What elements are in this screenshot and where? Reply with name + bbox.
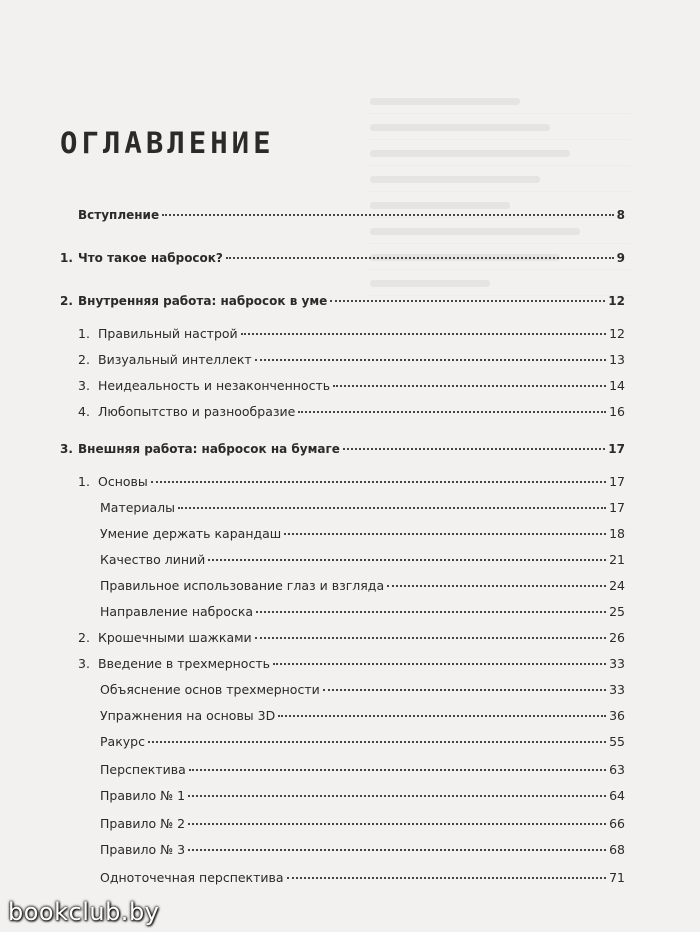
toc-entry [100, 526, 625, 541]
toc-leader-dots [298, 411, 606, 413]
toc-entry-title: Вступление [78, 208, 160, 222]
toc-leader-dots [226, 257, 614, 259]
toc-entry [100, 552, 625, 567]
toc-entry-page: 14 [609, 378, 625, 393]
toc-leader-dots [208, 559, 606, 561]
toc-entry-page: 17 [609, 500, 625, 515]
page-title: ОГЛАВЛЕНИЕ [60, 126, 275, 160]
toc-leader-dots [273, 663, 606, 665]
toc-entry [100, 762, 625, 777]
toc-entry [100, 708, 625, 723]
toc-entry [60, 442, 625, 456]
toc-entry-page: 25 [609, 604, 625, 619]
toc-leader-dots [387, 585, 606, 587]
toc-entry [78, 630, 625, 645]
toc-entry-page: 36 [609, 708, 625, 723]
toc-entry-title: Умение держать карандаш [100, 526, 282, 541]
toc-entry [78, 404, 625, 419]
toc-leader-dots [241, 333, 606, 335]
toc-entry [78, 208, 625, 222]
toc-entry-number: 3. [60, 442, 73, 456]
toc-entry-number: 1. [78, 326, 90, 341]
toc-entry-number: 3. [78, 378, 90, 393]
toc-entry-page: 33 [609, 656, 625, 671]
toc-entry-title: Качество линий [100, 552, 206, 567]
toc-entry-page: 64 [609, 788, 625, 803]
toc-leader-dots [323, 689, 606, 691]
toc-entry-title: Направление наброска [100, 604, 254, 619]
toc-entry-title: Основы [98, 474, 148, 489]
toc-entry-title: Правило № 1 [100, 788, 186, 803]
toc-leader-dots [188, 849, 606, 851]
toc-leader-dots [343, 448, 605, 450]
toc-entry-page: 8 [616, 208, 625, 222]
toc-entry-page: 63 [609, 762, 625, 777]
toc-leader-dots [151, 481, 606, 483]
toc-entry-page: 17 [609, 474, 625, 489]
toc-entry-title: Визуальный интеллект [98, 352, 252, 367]
toc-entry-page: 17 [608, 442, 625, 456]
toc-entry-number: 4. [78, 404, 90, 419]
toc-leader-dots [189, 769, 606, 771]
toc-entry-title: Крошечными шажками [98, 630, 252, 645]
toc-leader-dots [178, 507, 606, 509]
toc-entry [100, 816, 625, 831]
toc-entry-number: 2. [60, 294, 73, 308]
toc-leader-dots [333, 385, 606, 387]
toc-entry-title: Неидеальность и незаконченность [98, 378, 331, 393]
toc-entry-page: 12 [609, 326, 625, 341]
toc-entry-title: Внешняя работа: набросок на бумаге [78, 442, 340, 456]
toc-leader-dots [188, 795, 606, 797]
toc-entry-page: 16 [609, 404, 625, 419]
toc-leader-dots [255, 359, 606, 361]
toc-entry-page: 24 [609, 578, 625, 593]
toc-leader-dots [148, 741, 606, 743]
toc-entry-title: Внутренняя работа: набросок в уме [78, 294, 328, 308]
toc-entry-page: 55 [609, 734, 625, 749]
toc-entry-title: Материалы [100, 500, 175, 515]
toc-leader-dots [188, 823, 606, 825]
toc-entry [78, 352, 625, 367]
toc-leader-dots [284, 533, 606, 535]
toc-leader-dots [287, 877, 607, 879]
toc-entry [60, 251, 625, 265]
toc-entry-number: 3. [78, 656, 90, 671]
toc-entry-page: 12 [608, 294, 625, 308]
toc-entry-number: 2. [78, 630, 90, 645]
toc-entry [78, 378, 625, 393]
toc-entry [100, 788, 625, 803]
toc-entry-title: Упражнения на основы 3D [100, 708, 276, 723]
toc-leader-dots [162, 214, 614, 216]
toc-entry-page: 71 [609, 870, 625, 885]
toc-entry-number: 1. [78, 474, 90, 489]
toc-entry-title: Правильный настрой [98, 326, 238, 341]
toc-entry [100, 734, 625, 749]
toc-entry [100, 604, 625, 619]
toc-entry-number: 2. [78, 352, 90, 367]
watermark: bookclub.by [8, 898, 160, 926]
toc-leader-dots [330, 300, 605, 302]
toc-entry-title: Ракурс [100, 734, 145, 749]
toc-entry-title: Любопытство и разнообразие [98, 404, 296, 419]
toc-leader-dots [256, 611, 606, 613]
toc-entry-page: 21 [609, 552, 625, 567]
toc-entry-page: 9 [616, 251, 625, 265]
toc-entry [78, 656, 625, 671]
toc-entry-title: Что такое набросок? [78, 251, 223, 265]
toc-entry [100, 842, 625, 857]
toc-entry-page: 18 [609, 526, 625, 541]
toc-entry-title: Правило № 2 [100, 816, 186, 831]
toc-entry-title: Правильное использование глаз и взгляда [100, 578, 385, 593]
toc-entry-page: 13 [609, 352, 625, 367]
toc-entry-title: Перспектива [100, 762, 186, 777]
toc-entry [100, 682, 625, 697]
toc-entry-page: 33 [609, 682, 625, 697]
toc-entry [100, 500, 625, 515]
toc-entry-page: 26 [609, 630, 625, 645]
toc-entry-title: Одноточечная перспектива [100, 870, 284, 885]
toc-entry-page: 68 [609, 842, 625, 857]
toc-entry-title: Правило № 3 [100, 842, 186, 857]
toc-entry [78, 474, 625, 489]
toc-entry-number: 1. [60, 251, 73, 265]
toc-entry [100, 870, 625, 885]
toc-entry [100, 578, 625, 593]
toc-entry [78, 326, 625, 341]
toc-entry-title: Введение в трехмерность [98, 656, 270, 671]
toc-entry-page: 66 [609, 816, 625, 831]
toc-leader-dots [278, 715, 606, 717]
toc-entry [60, 294, 625, 308]
toc-entry-title: Объяснение основ трехмерности [100, 682, 320, 697]
toc-leader-dots [255, 637, 606, 639]
